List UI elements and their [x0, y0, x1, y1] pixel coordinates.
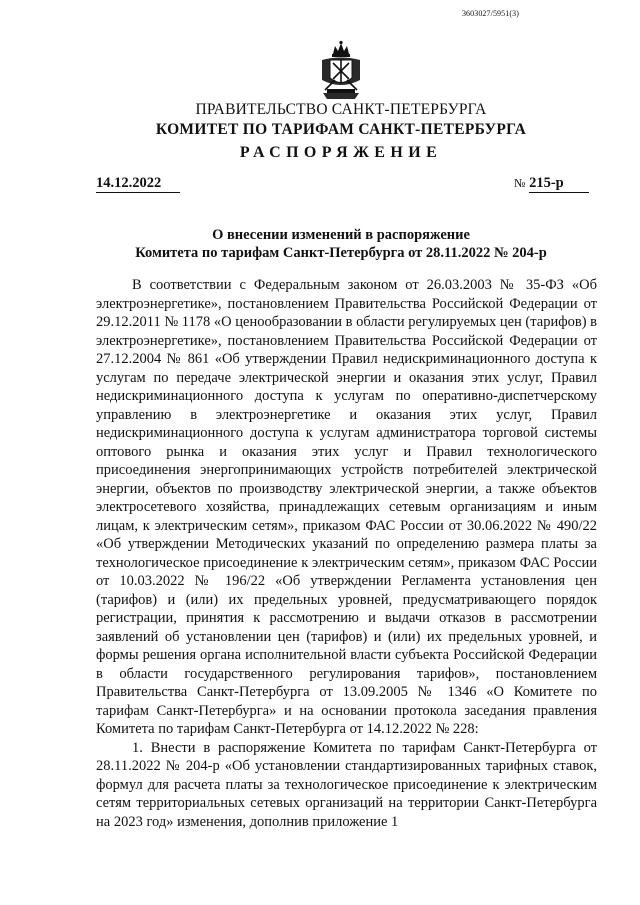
document-body	[96, 276, 597, 831]
clause-1-paragraph: 1. Внести в распоряжение Комитета по тарифам Санкт-Петербурга от 28.11.2022 № 204-р «Об установлении стандартизированных тарифных ставок, формул для расчета платы за технологическое присоединение к электрическим сетям территориальных сетевых организаций на территории Санкт-Петербурга на 2023 год» изменения, дополнив приложение 1	[96, 739, 597, 830]
document-id: 3603027/5951(3)	[461, 9, 519, 18]
subject-line-2: Комитета по тарифам Санкт-Петербурга от 28.11.2022 № 204-р	[135, 245, 547, 261]
order-number-value: 215-р	[529, 175, 589, 193]
document-header	[0, 100, 640, 163]
subject-line-1: О внесении изменений в распоряжение	[212, 227, 470, 243]
committee-title: КОМИТЕТ ПО ТАРИФАМ САНКТ-ПЕТЕРБУРГА	[155, 121, 527, 138]
coat-of-arms-emblem	[317, 40, 365, 100]
order-number	[514, 175, 596, 193]
government-title: ПРАВИТЕЛЬСТВО САНКТ-ПЕТЕРБУРГА	[195, 101, 487, 118]
document-subject	[0, 226, 640, 262]
preamble-paragraph: В соответствии с Федеральным законом от 26.03.2003 № 35-ФЗ «Об электроэнергетике», постановлением Правительства Российской Федерации от 29.12.2011 № 1178 «О ценообразовании в области регулируемых цен (тарифов) в электроэнергетике», постановлением Правительства Российской Федерации от 27.12.2004 № 861 «Об утверждении Правил недискриминационного доступа к услугам по передаче электрической энергии и оказания этих услуг, Правил недискриминационного доступа к услугам по оперативно-диспетчерскому управлению в электроэнергетике и оказания этих услуг, Правил недискриминационного доступа к услугам администратора торговой системы оптового рынка и оказания этих услуг и Правил технологического присоединения энергопринимающих устройств потребителей электрической энергии, объектов по производству электрической энергии, а также объектов электросетевого хозяйства, принадлежащих сетевым организациям и иным лицам, к электрическим сетям», приказом ФАС России от 30.06.2022 № 490/22 «Об утверждении Методических указаний по определению размера платы за технологическое присоединение к электрическим сетям», приказом ФАС России от 10.03.2022 № 196/22 «Об утверждении Регламента установления цен (тарифов) и (или) их предельных уровней, предусматривающего порядок регистрации, принятия к рассмотрению и выдачи отказов в рассмотрении заявлений об установлении цен (тарифов) и (или) их предельных уровней, и формы решения органа исполнительной власти субъекта Российской Федерации в области государственного регулирования тарифов», постановлением Правительства Санкт-Петербурга от 13.09.2005 № 1346 «О Комитете по тарифам Санкт-Петербурга» и на основании протокола заседания правления Комитета по тарифам Санкт-Петербурга от 14.12.2022 № 228:	[96, 277, 597, 737]
order-date: 14.12.2022	[96, 175, 180, 193]
number-sign: №	[514, 176, 526, 190]
order-title: РАСПОРЯЖЕНИЕ	[239, 144, 443, 161]
